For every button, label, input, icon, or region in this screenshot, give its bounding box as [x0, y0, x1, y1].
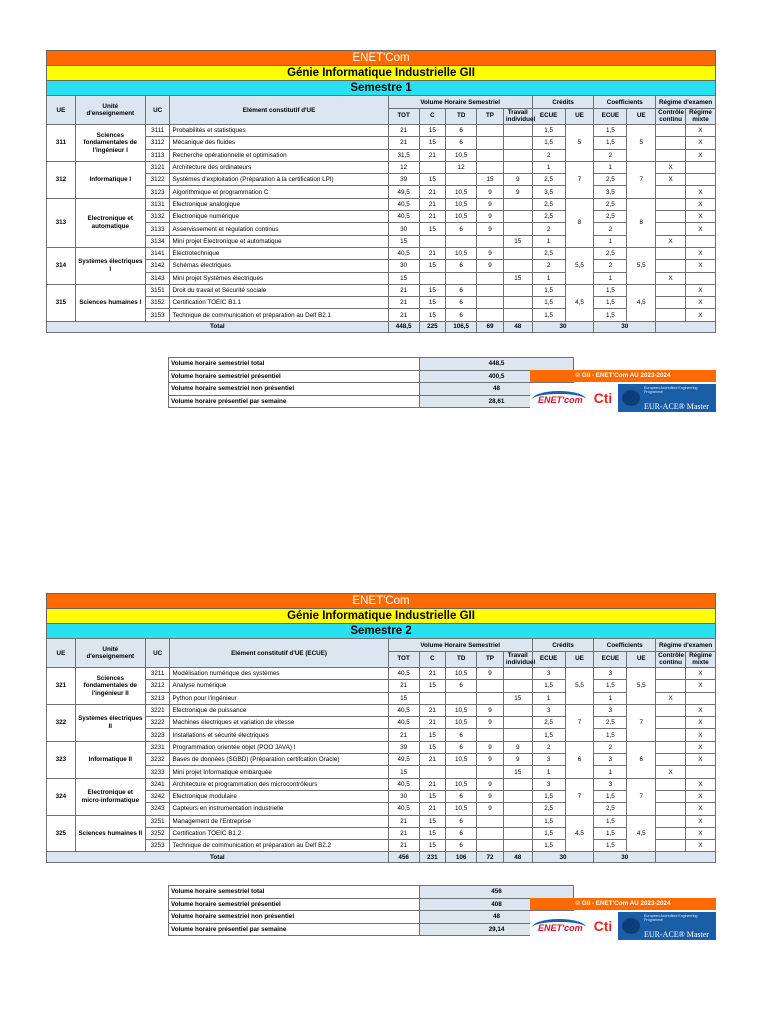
table-row: 3153 Technique de communication et préparation au Delf B2.1 21 15 6 1,5 1,5 X [47, 309, 716, 321]
col-td: TD [446, 109, 477, 125]
col-element: Elément constitutif d'UE (ECUE) [170, 639, 388, 668]
table-row: 3253 Technique de communication et préparation au Delf B2.2 21 15 6 1,5 1,5 X [47, 840, 716, 852]
semester-2-block [46, 593, 716, 939]
col-coef-ue: UE [627, 109, 656, 125]
summary-table: Volume horaire semestriel total 448,5 Volume horaire semestriel présentiel 400,5 Volume horaire semestriel non présentiel 48 Volume horaire présentiel par semaine 28,61 [168, 357, 574, 408]
semester-2-table: UE Unité d'enseignement UC Elément constitutif d'UE (ECUE) Volume Horaire Semestriel Crédits Coefficients Régime d'examen TOT C TD TP Travail individuel ECUE UE ECUE UE Contrôle continu Régime mixte 321 Sciences fondamentales de l'ingénieur II 3211 Modélisation numérique des systèmes 40,5 21 10,5 9 3 5,5 3 5,5 X 3212 Analyse numérique 21 15 6 1,5 1,5 X 3213 Python pour l'ingénieur 15 15 1 1 X 322 Systèmes électriques II 3221 Electronique de puissance 40,5 21 10,5 9 3 7 3 7 X 3222 Machines électriques et variation de vitesse 40,5 21 10,5 9 2,5 2,5 X 3223 Installations et sécurité électriques 21 15 6 1,5 1,5 X 323 Informatique II 3231 Programmation orientée objet (POO JAVA) I 39 15 6 9 9 2 6 2 6 X 3232 Bases de données (SGBD) (Préparation certifcation Oracle) 49,5 21 10,5 9 9 3 3 X 3233 Mini projet Informatique embarquée 15 15 1 1 X 324 Electronique et micro-informatique 3241 Architecture et programmation des microcontrôleurs 40,5 21 10,5 9 3 7 3 7 X 3242 Electronique modulaire 30 15 6 9 1,5 1,5 X 3243 Capteurs en instrumentation industrielle 40,5 21 10,5 9 2,5 2,5 X 325 Sciences humaines II 3251 Management de l'Entreprise 21 15 6 1,5 4,5 1,5 4,5 X 3252 Certification TOEIC B1.2 21 15 6 1,5 1,5 X 3253 Technique de communication et préparation au Delf B2.2 21 15 6 1,5 1,5 X Total 456 231 106 72 48 30 30 [46, 638, 716, 863]
enetcom-logo: ENET'com [530, 385, 588, 411]
col-coef: Coefficients [594, 96, 656, 109]
logos-strip [530, 911, 716, 941]
semester-1-block [46, 50, 716, 411]
col-ue: UE [47, 639, 76, 668]
eu-stars-icon [622, 390, 640, 406]
table-row: 3243 Capteurs en instrumentation industrielle 40,5 21 10,5 9 2,5 2,5 X [47, 803, 716, 815]
col-ue: UE [47, 96, 76, 125]
col-credits: Crédits [532, 96, 594, 109]
col-tp: TP [477, 109, 504, 125]
col-element: Elément constitutif d'UE [170, 96, 388, 125]
copyright-bar: © GII - ENET'Com AU 2023-2024 [530, 898, 716, 910]
col-credits-ue: UE [565, 109, 594, 125]
table-row: 3233 Mini projet Informatique embarquée 15 15 1 1 X [47, 766, 716, 778]
col-mixte: Régime mixte [686, 109, 716, 125]
table-row: 3213 Python pour l'ingénieur 15 15 1 1 X [47, 692, 716, 704]
col-regime: Régime d'examen [656, 96, 716, 109]
copyright-bar: © GII - ENET'Com AU 2023-2024 [530, 370, 716, 382]
table-row: 3122 Systèmes d'exploitation (Préparation à la certification LPI) 39 15 15 9 2,5 2,5 X [47, 174, 716, 186]
col-credits: Crédits [532, 639, 594, 652]
logos-strip [530, 383, 716, 413]
program-title: Génie Informatique Industrielle GII [46, 65, 716, 80]
total-row: Total 456 231 106 72 48 30 30 [47, 852, 716, 863]
program-title: Génie Informatique Industrielle GII [46, 608, 716, 623]
table-row: 312 Informatique I 3121 Architecture des ordinateurs 12 12 1 7 1 7 X [47, 161, 716, 173]
col-uc: UC [145, 96, 170, 125]
eur-ace-logo: Europeen Accredited Engineering Programme EUR-ACE® Master [618, 384, 716, 412]
table-row: 3134 Mini projet Electronique et automatique 15 15 1 1 X [47, 235, 716, 247]
col-uc: UC [145, 639, 170, 668]
table-row: 322 Systèmes électriques II 3221 Electronique de puissance 40,5 21 10,5 9 3 7 3 7 X [47, 704, 716, 716]
table-row: 314 Systèmes électriques I 3141 Electrotechnique 40,5 21 10,5 9 2,5 5,5 2,5 5,5 X [47, 247, 716, 259]
table-row: 323 Informatique II 3231 Programmation orientée objet (POO JAVA) I 39 15 6 9 9 2 6 2 6 X [47, 741, 716, 753]
col-c: C [419, 109, 446, 125]
eur-ace-logo: Europeen Accredited Engineering Programme EUR-ACE® Master [618, 912, 716, 940]
col-credits-ecue: ECUE [532, 109, 565, 125]
table-row: 311 Sciences fondamentales de l'ingénieur I 3111 Probabilités et statistiques 21 15 6 1,5 5 1,5 5 X [47, 125, 716, 137]
col-controle: Contrôle continu [656, 109, 686, 125]
semester-title: Semestre 2 [46, 623, 716, 638]
table-row: 3222 Machines électriques et variation de vitesse 40,5 21 10,5 9 2,5 2,5 X [47, 717, 716, 729]
col-tot: TOT [388, 109, 419, 125]
table-row: 3112 Mécanique des fluides 21 15 6 1,5 1,5 X [47, 137, 716, 149]
table-row: 3113 Recherche opérationnelle et optimisation 31,5 21 10,5 2 2 X [47, 149, 716, 161]
table-row: 321 Sciences fondamentales de l'ingénieur II 3211 Modélisation numérique des systèmes 40,5 21 10,5 9 3 5,5 3 5,5 X [47, 668, 716, 680]
col-volume: Volume Horaire Semestriel [388, 639, 532, 652]
table-row: 3123 Algorithmique et programmation C 49,5 21 10,5 9 9 3,5 3,5 X [47, 186, 716, 198]
table-row: 3143 Mini projet Systèmes électriques 15 15 1 1 X [47, 272, 716, 284]
col-coef-ecue: ECUE [594, 109, 627, 125]
school-title: ENET'Com [46, 593, 716, 608]
col-unite: Unité d'enseignement [75, 96, 145, 125]
school-title: ENET'Com [46, 50, 716, 65]
eu-stars-icon [622, 918, 640, 934]
cti-logo: Cti [593, 918, 613, 934]
table-row: 3232 Bases de données (SGBD) (Préparation certifcation Oracle) 49,5 21 10,5 9 9 3 3 X [47, 754, 716, 766]
table-row: 3252 Certification TOEIC B1.2 21 15 6 1,5 1,5 X [47, 827, 716, 839]
cti-logo: Cti [593, 390, 613, 406]
col-regime: Régime d'examen [656, 639, 716, 652]
col-unite: Unité d'enseignement [75, 639, 145, 668]
semester-title: Semestre 1 [46, 80, 716, 95]
col-coef: Coefficients [594, 639, 656, 652]
col-volume: Volume Horaire Semestriel [388, 96, 532, 109]
enetcom-logo: ENET'com [530, 913, 588, 939]
table-row: 3242 Electronique modulaire 30 15 6 9 1,5 1,5 X [47, 790, 716, 802]
table-row: 3133 Asservissement et régulation continus 30 15 6 9 2 2 X [47, 223, 716, 235]
table-row: 3142 Schémas électriques 30 15 6 9 2 2 X [47, 260, 716, 272]
total-row: Total 448,5 225 106,5 69 48 30 30 [47, 321, 716, 332]
table-row: 313 Electronique et automatique 3131 Electronique analogique 40,5 21 10,5 9 2,5 8 2,5 8 X [47, 198, 716, 210]
table-row: 3132 Electronique numérique 40,5 21 10,5 9 2,5 2,5 X [47, 211, 716, 223]
table-row: 3152 Certification TOEIC B1.1 21 15 6 1,5 1,5 X [47, 297, 716, 309]
table-row: 315 Sciences humaines I 3151 Droit du travail et Sécurité sociale 21 15 6 1,5 4,5 1,5 4,5 X [47, 284, 716, 296]
table-row: 325 Sciences humaines II 3251 Management de l'Entreprise 21 15 6 1,5 4,5 1,5 4,5 X [47, 815, 716, 827]
table-row: 3212 Analyse numérique 21 15 6 1,5 1,5 X [47, 680, 716, 692]
table-row: 3223 Installations et sécurité électriques 21 15 6 1,5 1,5 X [47, 729, 716, 741]
col-travail: Travail individuel [503, 109, 532, 125]
summary-table: Volume horaire semestriel total 456 Volume horaire semestriel présentiel 408 Volume horaire semestriel non présentiel 48 Volume horaire présentiel par semaine 29,14 [168, 885, 574, 936]
table-row: 324 Electronique et micro-informatique 3241 Architecture et programmation des microcontrôleurs 40,5 21 10,5 9 3 7 3 7 X [47, 778, 716, 790]
semester-1-table [46, 95, 716, 333]
